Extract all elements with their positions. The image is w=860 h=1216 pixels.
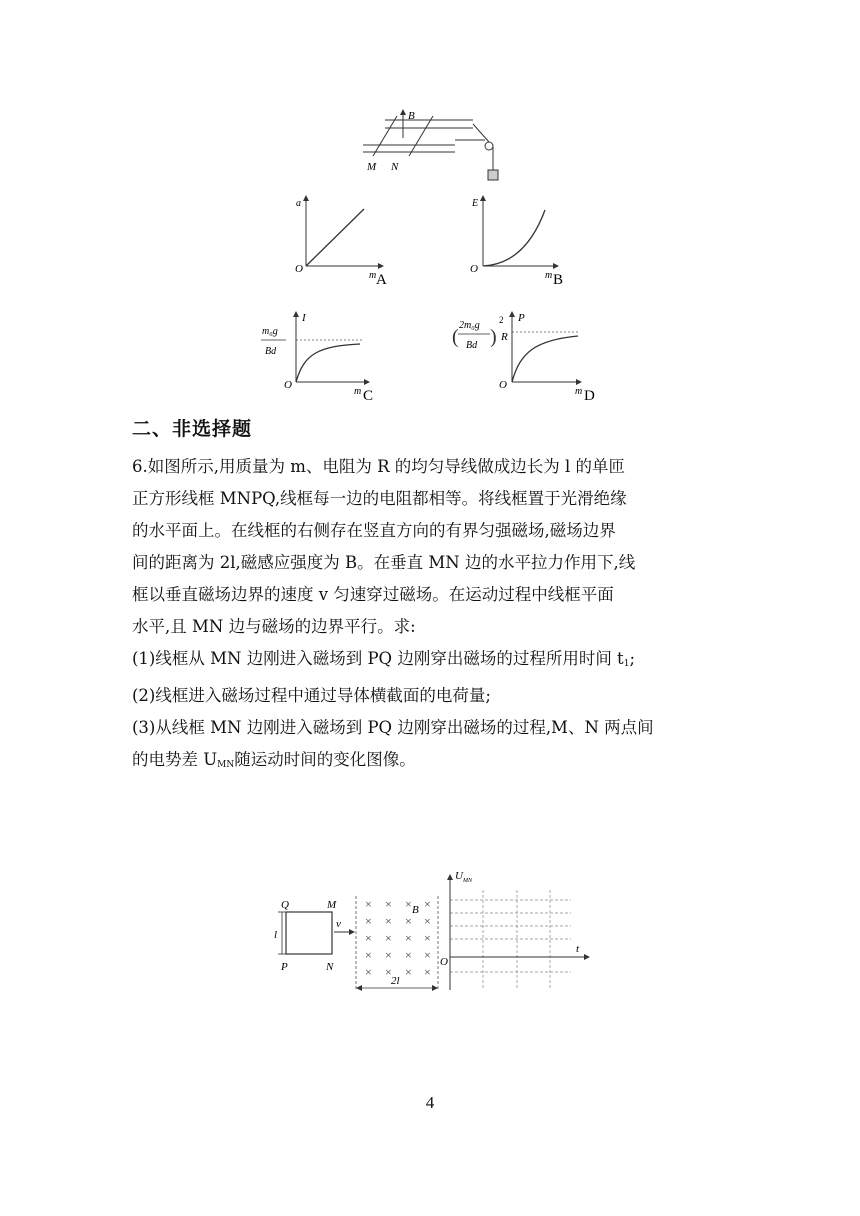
svg-text:×: × xyxy=(385,897,392,911)
graph-d-asymptote-numerator: 2m₀g xyxy=(459,320,480,331)
graph-d-asymptote-denominator: Bd xyxy=(466,340,478,351)
graph-d-asymptote-exponent: 2 xyxy=(499,315,504,325)
question-line: 水平,且 MN 边与磁场的边界平行。求: xyxy=(132,617,416,636)
svg-text:): ) xyxy=(490,326,497,348)
graph-c-origin: O xyxy=(284,379,292,391)
field-label-2l: 2l xyxy=(391,975,400,987)
question-line: 6.如图所示,用质量为 m、电阻为 R 的均匀导线做成边长为 l 的单匝 xyxy=(132,457,626,476)
graph-a-xlabel: m xyxy=(369,270,377,281)
svg-text:×: × xyxy=(365,914,372,928)
graph-a xyxy=(290,192,400,288)
graph-b-xlabel: m xyxy=(545,270,553,281)
graph-c-option: C xyxy=(363,388,374,404)
graph-d-asymptote-suffix: R xyxy=(501,331,508,343)
graph-b-origin: O xyxy=(470,263,478,275)
frame-field-figure xyxy=(266,868,596,994)
graph-d-xlabel: m xyxy=(575,386,583,397)
graph-d-option: D xyxy=(584,388,595,404)
graph-c-asymptote-numerator: m₀g xyxy=(262,326,278,337)
axis-label-U: U xyxy=(455,870,463,882)
svg-text:×: × xyxy=(385,965,392,979)
sub-question-3-cont: 的电势差 $U_{MN}$随运动时间的变化图像。 xyxy=(132,750,416,770)
svg-text:×: × xyxy=(365,948,372,962)
svg-text:×: × xyxy=(385,948,392,962)
svg-text:×: × xyxy=(385,931,392,945)
graph-c-xlabel: m xyxy=(354,386,362,397)
question-line: 框以垂直磁场边界的速度 v 匀速穿过磁场。在运动过程中线框平面 xyxy=(132,585,614,604)
graph-a-option: A xyxy=(376,272,387,288)
label-B: B xyxy=(408,110,415,122)
sub-question-3: (3)从线框 MN 边刚进入磁场到 PQ 边刚穿出磁场的过程,M、N 两点间 xyxy=(132,718,654,737)
svg-text:×: × xyxy=(424,948,431,962)
svg-text:×: × xyxy=(365,931,372,945)
svg-text:×: × xyxy=(405,897,412,911)
svg-text:×: × xyxy=(424,897,431,911)
question-line: 正方形线框 MNPQ,线框每一边的电阻都相等。将线框置于光滑绝缘 xyxy=(132,489,627,508)
graph-c-asymptote-denominator: Bd xyxy=(265,346,277,357)
svg-text:×: × xyxy=(365,897,372,911)
svg-text:×: × xyxy=(405,965,412,979)
svg-text:×: × xyxy=(424,965,431,979)
graph-c-ylabel: I xyxy=(302,312,306,324)
frame-label-l: l xyxy=(274,929,278,941)
svg-text:×: × xyxy=(405,948,412,962)
graph-d-ylabel: P xyxy=(518,312,525,324)
frame-label-N: N xyxy=(326,961,334,973)
svg-text:×: × xyxy=(405,931,412,945)
svg-text:×: × xyxy=(424,914,431,928)
frame-label-P: P xyxy=(281,961,288,973)
question-line: 的水平面上。在线框的右侧存在竖直方向的有界匀强磁场,磁场边界 xyxy=(132,521,616,540)
svg-text:(: ( xyxy=(452,326,459,348)
frame-label-M: M xyxy=(327,899,337,911)
svg-text:×: × xyxy=(405,914,412,928)
svg-text:×: × xyxy=(365,965,372,979)
rail-figure xyxy=(355,108,505,186)
axis-label-MN: MN xyxy=(463,878,472,884)
label-M: M xyxy=(367,161,377,173)
sub-question-2: (2)线框进入磁场过程中通过导体横截面的电荷量; xyxy=(132,686,491,705)
question-text xyxy=(132,451,732,781)
frame-label-v: v xyxy=(336,918,341,930)
graph-b-option: B xyxy=(553,272,564,288)
graph-d xyxy=(448,308,608,404)
frame-label-Q: Q xyxy=(281,899,289,911)
graph-c xyxy=(256,308,386,404)
label-N: N xyxy=(391,161,399,173)
graph-a-ylabel: a xyxy=(296,198,301,209)
axis-label-O: O xyxy=(440,956,448,968)
question-line: 间的距离为 2l,磁感应强度为 B。在垂直 MN 边的水平拉力作用下,线 xyxy=(132,553,636,572)
sub-question-1: (1)线框从 MN 边刚进入磁场到 PQ 边刚穿出磁场的过程所用时间 $t_1$; xyxy=(132,649,635,669)
section-title: 二、非选择题 xyxy=(132,418,253,440)
graph-d-origin: O xyxy=(499,379,507,391)
graph-a-origin: O xyxy=(295,263,303,275)
graph-b xyxy=(465,192,575,288)
axis-label-t: t xyxy=(576,943,580,955)
page-number: 4 xyxy=(425,1093,435,1112)
graph-b-ylabel: E xyxy=(472,198,479,209)
svg-text:×: × xyxy=(424,931,431,945)
svg-text:×: × xyxy=(385,914,392,928)
field-label-B: B xyxy=(412,904,419,916)
